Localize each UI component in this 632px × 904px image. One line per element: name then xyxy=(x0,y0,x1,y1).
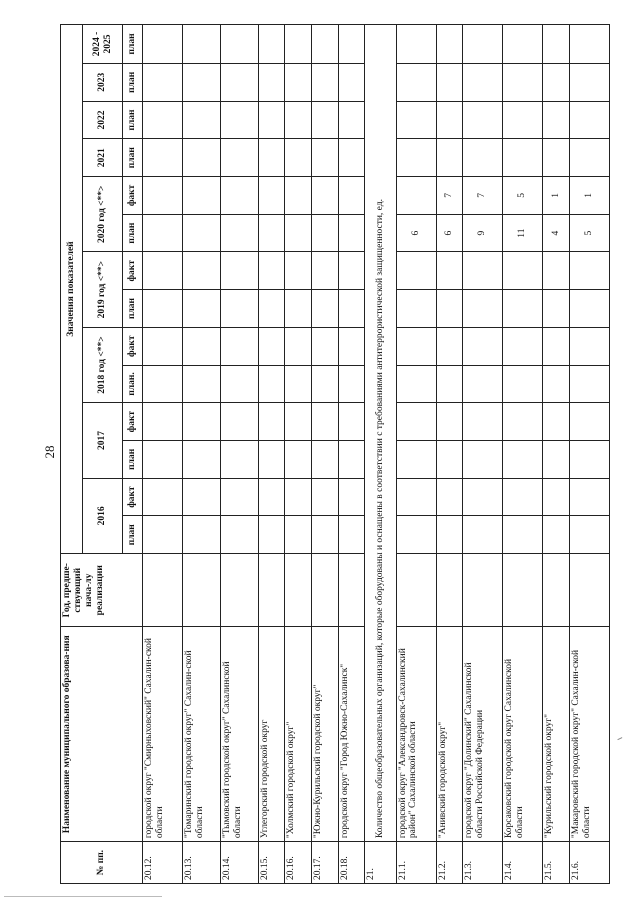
value-cell xyxy=(338,365,365,403)
value-cell xyxy=(143,101,183,139)
value-cell: 4 xyxy=(543,214,570,252)
value-cell xyxy=(183,252,221,290)
value-cell xyxy=(143,516,183,554)
value-cell xyxy=(503,365,543,403)
value-cell xyxy=(143,478,183,516)
value-cell xyxy=(258,139,285,177)
header-plan: план. xyxy=(123,365,143,403)
value-cell xyxy=(503,440,543,478)
value-cell xyxy=(569,327,609,365)
value-cell xyxy=(543,554,570,627)
value-cell xyxy=(143,252,183,290)
header-year-2016: 2016 xyxy=(83,478,123,553)
value-cell xyxy=(285,63,312,101)
header-fact: факт xyxy=(123,177,143,215)
value-cell xyxy=(143,440,183,478)
table-row xyxy=(285,25,312,884)
table-row xyxy=(569,25,609,884)
value-cell xyxy=(183,516,221,554)
value-cell xyxy=(220,403,258,441)
value-cell xyxy=(285,365,312,403)
value-cell xyxy=(463,365,503,403)
value-cell xyxy=(258,327,285,365)
value-cell xyxy=(569,252,609,290)
value-cell xyxy=(503,516,543,554)
value-cell xyxy=(285,214,312,252)
value-cell xyxy=(503,25,543,64)
value-cell xyxy=(436,25,463,64)
row-number: 20.17. xyxy=(311,842,338,884)
header-year-2023: 2023 xyxy=(83,63,123,101)
table-row xyxy=(143,25,183,884)
value-cell xyxy=(569,63,609,101)
value-cell xyxy=(463,516,503,554)
value-cell xyxy=(338,516,365,554)
value-cell xyxy=(220,63,258,101)
value-cell xyxy=(220,25,258,64)
value-cell xyxy=(311,327,338,365)
value-cell xyxy=(503,290,543,328)
header-num: № пп. xyxy=(61,842,143,884)
row-number: 21.5. xyxy=(543,842,570,884)
value-cell xyxy=(220,177,258,215)
value-cell xyxy=(338,63,365,101)
value-cell xyxy=(503,139,543,177)
value-cell xyxy=(338,440,365,478)
header-plan: план xyxy=(123,214,143,252)
value-cell xyxy=(436,290,463,328)
value-cell xyxy=(285,252,312,290)
value-cell: 1 xyxy=(543,177,570,215)
value-cell xyxy=(285,554,312,627)
table-row xyxy=(183,25,221,884)
header-plan: план xyxy=(123,290,143,328)
value-cell xyxy=(396,177,436,215)
value-cell xyxy=(220,365,258,403)
value-cell xyxy=(436,554,463,627)
value-cell xyxy=(503,403,543,441)
value-cell xyxy=(220,478,258,516)
value-cell xyxy=(338,139,365,177)
header-year-2020: 2020 год <**> xyxy=(83,177,123,252)
header-name: Наименование муниципального образова-ния xyxy=(61,627,143,842)
value-cell xyxy=(311,63,338,101)
municipality-name: "Курильский городской округ" xyxy=(543,627,570,842)
table-row xyxy=(436,25,463,884)
value-cell xyxy=(396,327,436,365)
value-cell xyxy=(569,290,609,328)
value-cell xyxy=(311,139,338,177)
value-cell xyxy=(396,478,436,516)
value-cell xyxy=(143,139,183,177)
municipality-name: городской округ "Александровск-Сахалинский район" Сахалинской области xyxy=(396,627,436,842)
value-cell xyxy=(543,139,570,177)
value-cell xyxy=(396,63,436,101)
value-cell xyxy=(338,25,365,64)
value-cell xyxy=(183,365,221,403)
value-cell xyxy=(463,440,503,478)
value-cell xyxy=(436,365,463,403)
value-cell xyxy=(258,252,285,290)
municipality-name: "Южно-Курильский городской округ" xyxy=(311,627,338,842)
header-plan: план xyxy=(123,63,143,101)
header-plan: план xyxy=(123,101,143,139)
value-cell xyxy=(569,516,609,554)
table-row xyxy=(463,25,503,884)
value-cell xyxy=(311,25,338,64)
value-cell: 5 xyxy=(503,177,543,215)
value-cell xyxy=(258,63,285,101)
value-cell xyxy=(569,440,609,478)
value-cell xyxy=(143,327,183,365)
value-cell xyxy=(503,101,543,139)
value-cell xyxy=(143,403,183,441)
value-cell xyxy=(543,101,570,139)
value-cell xyxy=(543,440,570,478)
table-row xyxy=(338,25,365,884)
value-cell xyxy=(285,327,312,365)
value-cell xyxy=(396,365,436,403)
value-cell xyxy=(463,139,503,177)
value-cell xyxy=(396,403,436,441)
value-cell xyxy=(338,101,365,139)
value-cell xyxy=(285,177,312,215)
indicators-table xyxy=(60,24,610,884)
value-cell xyxy=(436,327,463,365)
value-cell xyxy=(220,101,258,139)
value-cell xyxy=(338,177,365,215)
value-cell xyxy=(183,403,221,441)
table-row xyxy=(543,25,570,884)
value-cell xyxy=(258,516,285,554)
value-cell xyxy=(258,365,285,403)
scan-mark xyxy=(617,737,623,743)
header-fact: факт xyxy=(123,327,143,365)
row-number: 20.14. xyxy=(220,842,258,884)
header-year-2024-2025: 2024 - 2025 xyxy=(83,25,123,64)
value-cell xyxy=(183,327,221,365)
value-cell xyxy=(258,290,285,328)
value-cell xyxy=(311,214,338,252)
header-fact: факт xyxy=(123,478,143,516)
value-cell xyxy=(436,63,463,101)
header-plan: план xyxy=(123,516,143,554)
row-number: 21.4. xyxy=(503,842,543,884)
value-cell: 5 xyxy=(569,214,609,252)
value-cell xyxy=(311,365,338,403)
table-row xyxy=(258,25,285,884)
table-row xyxy=(396,25,436,884)
value-cell xyxy=(285,139,312,177)
value-cell xyxy=(183,101,221,139)
value-cell xyxy=(463,554,503,627)
value-cell xyxy=(463,63,503,101)
value-cell xyxy=(220,327,258,365)
municipality-name: Корсаковский городской округ Сахалинской области xyxy=(503,627,543,842)
value-cell xyxy=(183,139,221,177)
value-cell xyxy=(436,252,463,290)
value-cell xyxy=(463,403,503,441)
value-cell xyxy=(543,478,570,516)
value-cell xyxy=(285,101,312,139)
value-cell xyxy=(503,478,543,516)
value-cell xyxy=(338,252,365,290)
value-cell: 6 xyxy=(396,214,436,252)
value-cell xyxy=(396,139,436,177)
value-cell xyxy=(503,554,543,627)
value-cell xyxy=(396,252,436,290)
value-cell xyxy=(258,440,285,478)
value-cell xyxy=(396,440,436,478)
value-cell xyxy=(183,440,221,478)
value-cell xyxy=(463,478,503,516)
value-cell xyxy=(436,440,463,478)
value-cell xyxy=(543,252,570,290)
value-cell xyxy=(436,516,463,554)
value-cell xyxy=(543,290,570,328)
value-cell xyxy=(463,25,503,64)
value-cell xyxy=(285,478,312,516)
value-cell: 7 xyxy=(463,177,503,215)
value-cell xyxy=(338,554,365,627)
scan-edge-line xyxy=(4,896,162,897)
value-cell xyxy=(436,101,463,139)
municipality-name: городской округ "Смирныховский" Сахалин-ской области xyxy=(143,627,183,842)
header-year-2022: 2022 xyxy=(83,101,123,139)
value-cell xyxy=(143,25,183,64)
value-cell xyxy=(338,478,365,516)
value-cell xyxy=(258,478,285,516)
value-cell xyxy=(143,177,183,215)
table-row xyxy=(311,25,338,884)
row-number: 20.18. xyxy=(338,842,365,884)
value-cell xyxy=(311,554,338,627)
value-cell xyxy=(285,440,312,478)
value-cell xyxy=(220,252,258,290)
value-cell xyxy=(183,25,221,64)
value-cell xyxy=(311,516,338,554)
value-cell xyxy=(311,177,338,215)
value-cell xyxy=(220,214,258,252)
value-cell xyxy=(143,554,183,627)
value-cell xyxy=(183,177,221,215)
value-cell xyxy=(258,214,285,252)
value-cell xyxy=(311,440,338,478)
table-row xyxy=(220,25,258,884)
value-cell xyxy=(220,516,258,554)
value-cell xyxy=(183,214,221,252)
value-cell xyxy=(183,290,221,328)
value-cell xyxy=(543,516,570,554)
value-cell xyxy=(543,365,570,403)
municipality-name: Углегорский городской округ xyxy=(258,627,285,842)
value-cell xyxy=(143,63,183,101)
value-cell xyxy=(396,101,436,139)
header-year-2018: 2018 год <**> xyxy=(83,327,123,402)
section-num: 21. xyxy=(365,842,396,884)
municipality-name: городской округ "Долинский" Сахалинской области Российской Федерации xyxy=(463,627,503,842)
value-cell xyxy=(543,63,570,101)
value-cell xyxy=(143,214,183,252)
value-cell xyxy=(258,101,285,139)
municipality-name: "Анивский городской округ" xyxy=(436,627,463,842)
value-cell xyxy=(569,554,609,627)
value-cell xyxy=(285,403,312,441)
value-cell xyxy=(220,440,258,478)
row-number: 20.12. xyxy=(143,842,183,884)
header-plan: план xyxy=(123,25,143,64)
municipality-name: "Тымовский городской округ" Сахалинской области xyxy=(220,627,258,842)
municipality-name: "Томаринский городской округ" Сахалин-ской области xyxy=(183,627,221,842)
value-cell xyxy=(258,403,285,441)
section-title: Количество общеобразовательных организаций, которые оборудованы и оснащены в соответствии с требованиями антитеррористической защищенности, ед. xyxy=(365,25,396,842)
header-indicators: Значения показателей xyxy=(61,25,83,554)
value-cell xyxy=(543,25,570,64)
value-cell xyxy=(569,25,609,64)
value-cell xyxy=(285,290,312,328)
header-year-2019: 2019 год <**> xyxy=(83,252,123,327)
row-number: 21.6. xyxy=(569,842,609,884)
value-cell xyxy=(463,327,503,365)
value-cell xyxy=(436,403,463,441)
value-cell xyxy=(463,101,503,139)
value-cell xyxy=(338,214,365,252)
value-cell xyxy=(311,478,338,516)
value-cell xyxy=(311,252,338,290)
value-cell xyxy=(183,63,221,101)
value-cell xyxy=(220,554,258,627)
header-year-2021: 2021 xyxy=(83,139,123,177)
value-cell xyxy=(311,101,338,139)
value-cell xyxy=(220,139,258,177)
value-cell xyxy=(338,327,365,365)
value-cell xyxy=(569,478,609,516)
value-cell xyxy=(569,101,609,139)
rotated-table-container xyxy=(60,24,610,884)
header-fact: факт xyxy=(123,252,143,290)
value-cell xyxy=(285,25,312,64)
value-cell xyxy=(503,327,543,365)
municipality-name: "Макаровский городской округ" Сахалин-ской области xyxy=(569,627,609,842)
value-cell xyxy=(463,290,503,328)
value-cell xyxy=(285,516,312,554)
value-cell xyxy=(220,290,258,328)
value-cell xyxy=(396,25,436,64)
header-year: Год, предше-ствующий нача-лу реализации xyxy=(61,554,143,627)
value-cell xyxy=(311,290,338,328)
municipality-name: "Холмский городской округ" xyxy=(285,627,312,842)
value-cell xyxy=(569,365,609,403)
value-cell xyxy=(396,554,436,627)
value-cell xyxy=(183,554,221,627)
value-cell xyxy=(143,290,183,328)
value-cell xyxy=(503,252,543,290)
value-cell: 11 xyxy=(503,214,543,252)
value-cell xyxy=(543,403,570,441)
value-cell xyxy=(338,290,365,328)
row-number: 20.15. xyxy=(258,842,285,884)
value-cell xyxy=(338,403,365,441)
value-cell xyxy=(569,403,609,441)
value-cell xyxy=(503,63,543,101)
row-number: 21.2. xyxy=(436,842,463,884)
value-cell: 1 xyxy=(569,177,609,215)
value-cell xyxy=(183,478,221,516)
row-number: 21.3. xyxy=(463,842,503,884)
value-cell xyxy=(436,478,463,516)
value-cell xyxy=(463,252,503,290)
header-fact: факт xyxy=(123,403,143,441)
value-cell xyxy=(258,25,285,64)
value-cell xyxy=(311,403,338,441)
page-number: 28 xyxy=(42,445,57,459)
row-number: 20.16. xyxy=(285,842,312,884)
value-cell: 9 xyxy=(463,214,503,252)
row-number: 20.13. xyxy=(183,842,221,884)
row-number: 21.1. xyxy=(396,842,436,884)
municipality-name: городской округ "Город Южно-Сахалинск" xyxy=(338,627,365,842)
value-cell xyxy=(258,554,285,627)
value-cell xyxy=(396,516,436,554)
value-cell xyxy=(543,327,570,365)
value-cell xyxy=(258,177,285,215)
value-cell xyxy=(143,365,183,403)
header-plan: план xyxy=(123,139,143,177)
table-row xyxy=(503,25,543,884)
header-plan: план xyxy=(123,440,143,478)
value-cell xyxy=(569,139,609,177)
value-cell: 6 xyxy=(436,214,463,252)
value-cell: 7 xyxy=(436,177,463,215)
header-year-2017: 2017 xyxy=(83,403,123,478)
value-cell xyxy=(436,139,463,177)
value-cell xyxy=(396,290,436,328)
